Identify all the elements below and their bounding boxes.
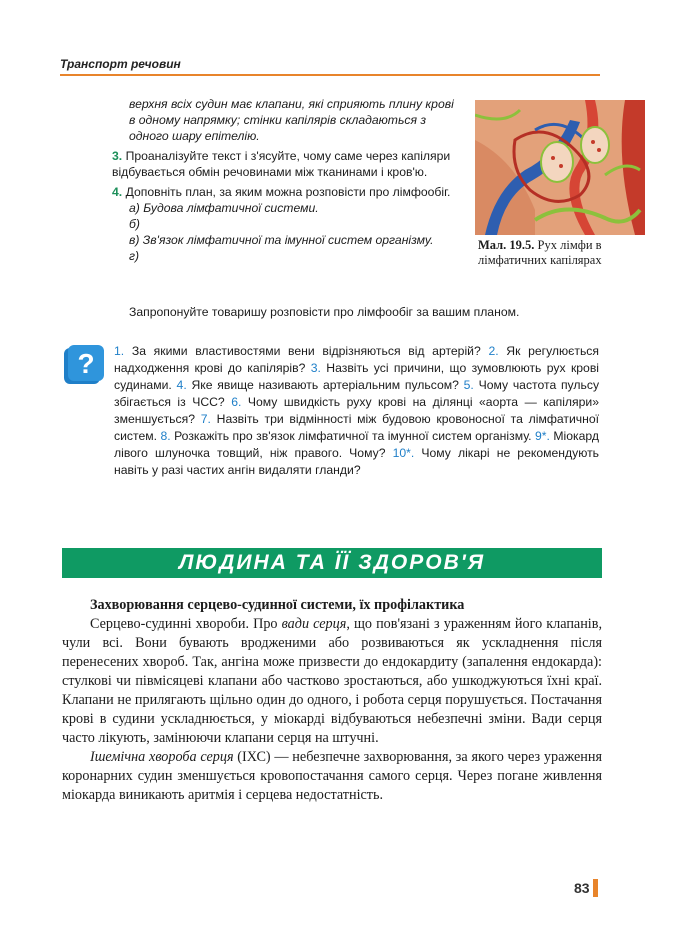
article-p1-term: вади серця <box>281 616 347 632</box>
task-4 <box>112 184 462 200</box>
question-number: 9*. <box>534 429 550 443</box>
question-text: Міокард лівого шлуночка товщий, ніж правого. Чому? <box>114 429 599 460</box>
task-4-text: Доповніть план, за яким можна розповісти про лімфообіг. <box>125 185 451 199</box>
question-text: Чому швидкість руху крові на ділянці «аорта — капіляри» зменшується? <box>114 395 600 426</box>
section-banner <box>62 548 602 578</box>
question-number: 2. <box>488 344 499 358</box>
question-text: Розкажіть про зв'язок лімфатичної та імунної систем організму. <box>174 429 532 443</box>
article-subtitle: Захворювання серцево-судинної системи, їх профілактика <box>90 597 465 613</box>
page-number-bar <box>593 879 598 897</box>
review-questions <box>114 343 599 479</box>
question-number: 1. <box>114 344 125 358</box>
question-text: Назвіть три відмінності між будовою кровоносної та лімфатичної систем. <box>114 412 600 443</box>
svg-text:?: ? <box>77 348 95 379</box>
task-4-item-c: в) Зв'язок лімфатичної та імунної систем організму. <box>129 233 434 247</box>
question-text: За якими властивостями вени відрізняються від артерій? <box>131 344 481 358</box>
task-4-number: 4. <box>112 185 123 199</box>
question-number: 8. <box>160 429 171 443</box>
question-text: Чому частота пульсу збігається із ЧСС? <box>114 378 600 409</box>
question-number: 7. <box>200 412 211 426</box>
question-number: 6. <box>231 395 242 409</box>
task-4-final: Запропонуйте товаришу розповісти про лімфообіг за вашим планом. <box>129 305 520 319</box>
article-body <box>62 596 602 805</box>
article-p1-start: Серцево-судинні хвороби. Про <box>90 616 282 632</box>
task-2-tail: верхня всіх судин має клапани, які сприяють плину крові в одному напрямку; стінки капілярів складаються з одного шару епітелію. <box>129 97 454 143</box>
lymph-capillaries-illustration <box>475 100 645 235</box>
question-text: Яке явище називають артеріальним пульсом? <box>191 378 459 392</box>
question-number: 4. <box>176 378 187 392</box>
question-text: Чому лікарі не рекомендують навіть у разі частих ангін видаляти гланди? <box>114 446 600 477</box>
tasks-block <box>112 96 462 264</box>
article-paragraph-1 <box>62 615 602 748</box>
article-p2-term: Ішемічна хвороба серця <box>90 749 234 765</box>
task-4-item-d: г) <box>129 249 140 263</box>
task-3 <box>112 148 462 180</box>
article-p2-rest: (ІХС) — небезпечне захворювання, за якого через ураження коронарних судин зменшується кровопостачання самого серця. Через погане живлення міокарда виникають аритмія і серцева недостатність. <box>62 749 602 803</box>
question-number: 3. <box>310 361 321 375</box>
header-rule <box>60 74 600 76</box>
task-4-item-a: а) Будова лімфатичної системи. <box>129 201 319 215</box>
section-banner-title: ЛЮДИНА ТА ЇЇ ЗДОРОВ'Я <box>178 551 486 574</box>
running-header: Транспорт речовин <box>60 57 181 71</box>
question-text: Назвіть усі причини, що зумовлюють рух крові судинами. <box>114 361 600 392</box>
figure-caption <box>478 238 653 268</box>
figure-caption-text: Рух лімфи в лімфатичних капілярах <box>478 238 602 267</box>
question-mark-icon <box>62 344 106 388</box>
figure-caption-label: Мал. 19.5. <box>478 238 535 252</box>
question-number: 5. <box>463 378 474 392</box>
page-number: 83 <box>574 880 590 896</box>
question-number: 10*. <box>392 446 415 460</box>
task-3-number: 3. <box>112 149 123 163</box>
article-p1-rest: , що пов'язані з ураженням його клапанів, чули всі. Вони бувають вродженими або розвиваються як ускладнення після перенесених хвороб. Так, ангіна може призвести до ендокардиту (запалення ендокарда): стулкові чи півмісяцеві клапани або частково зростаються, або ушкоджуються їхні краї. Клапани не прилягають щільно один до одного, і робота серця порушується. Постачання крові в судини ускладнюється, у міокарді відбуваються небезпечні зміни. Вади серця часто лікують, замінюючи клапани серця на штучні. <box>62 616 602 746</box>
article-paragraph-2 <box>62 748 602 805</box>
question-text: Як регулюється надходження крові до капілярів? <box>114 344 600 375</box>
task-4-item-b: б) <box>129 217 140 231</box>
task-3-text: Проаналізуйте текст і з'ясуйте, чому саме через капіляри відбувається обмін речовинами між тканинами і кров'ю. <box>112 149 451 179</box>
